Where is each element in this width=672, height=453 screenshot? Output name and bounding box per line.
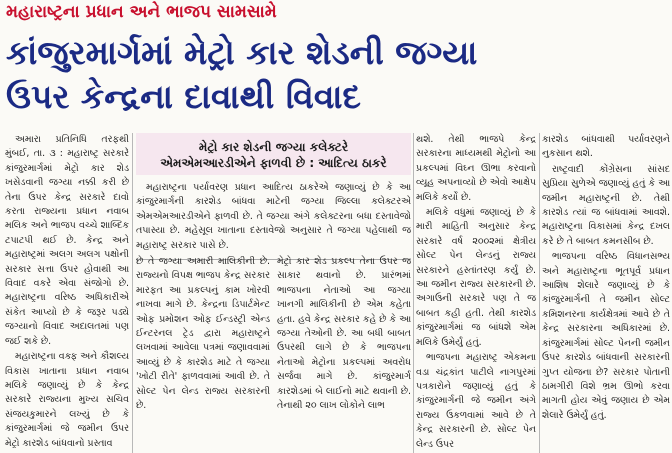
column-2: [136, 255, 270, 453]
column-1-paragraph-1: અમારા પ્રતિનિધિ તરફથી મુંબઈ, તા. ૩ : મહારાષ્ટ્ર સરકારે કાંજુરમાર્ગમાં મેટ્રો કાર શેડ ખસેડવાની જગ્યા નક્કી કરી છે તેના ઉપર કેન્દ્ર સરકારે દાવો કરતા રાજ્યના પ્રધાન નવાબ મલિક અને ભાજપ વચ્ચે શાબ્દિક ટપાટપી થઈ છે. કેન્દ્ર અને મહારાષ્ટ્રમાં અલગ અલગ પક્ષોની સરકાર સત્તા ઉપર હોવાથી આ વિવાદ વકરે એવા સંજોગો છે. મહારાષ્ટ્રના વરિષ્ઠ અધિકારીએ સંકેત આપ્યો છે કે જરૂર પડ્યે જગ્યાનો વિવાદ અદાલતમાં પણ જઈ શકે છે.: [5, 134, 129, 347]
middle-section: [136, 133, 411, 453]
subheadline-box: [136, 133, 411, 175]
intro-paragraph: [136, 175, 411, 260]
column-2-text: છે તે જગ્યા અમારી માલિકીની છે. રાજ્યનો વિપક્ષ ભાજપ કેન્દ્ર સરકાર મારફત આ પ્રકલ્પનું કામ ખોરવી નાખવા માગે છે. કેન્દ્રના ડિપાર્ટમેન્ટ ઓફ પ્રમોશન ઓફ ઈન્ડસ્ટ્રી એન્ડ ઈન્ટરનલ ટ્રેડ દ્વારા મહારાષ્ટ્રને લખવામાં આવેલા પત્રમાં જણાવવામાં આવ્યું છે કે કારશેડ માટે તે જગ્યા 'ખોટી રીતે' ફાળવવામાં આવી છે. તે સોલ્ટ પેન લેન્ડ રાજ્ય સરકારની છે.: [136, 256, 270, 412]
column-divider: [132, 133, 133, 453]
intro-text: મહારાષ્ટ્રના પર્યાવરણ પ્રધાન આદિત્ય ઠાકરેએ જણાવ્યું છે કે આ કાંજુરમાર્ગની કારશેડ બાંધવા માટેની જગ્યા જિલ્લા કલેક્ટરએ એમએમઆરડીએને ફાળવી છે. તે જગ્યા અંગે કલેક્ટરના બધા દસ્તાવેજો તપાસ્યા છે. મહેસૂલ ખાતાના દસ્તાવેજો અનુસાર તે જગ્યા પહેલાથી જ મહારાષ્ટ્ર સરકાર પાસે છે.: [136, 182, 411, 251]
column-3: [277, 255, 411, 453]
column-5-paragraph-3: ભાજપના વરિષ્ઠ વિધાનસભ્ય અને મહારાષ્ટ્રના ભૂતપૂર્વ પ્રધાન આશિષ શેલારે જણાવ્યું છે કે કાંજુરમાર્ગની તે જમીન સોલ્ટ કમિશનરના કાર્યક્ષેત્રમાં આવે છે તે કેન્દ્ર સરકારના અધિકારમાં છે. કાંજુરમાર્ગમાં સોલ્ટ પેનની જમીન ઉપર કારશેડ બાંધવાની સરકારની ગુપ્ત યોજના છે? સરકાર પોતાની ઠામગીરી વિશે ભ્રમ ઊભો કરવા માગતી હોય એવું જણાય છે એમ શેલારે ઉમેર્યું હતું.: [542, 251, 670, 421]
subheadline-line-1: મેટ્રો કાર શેડની જગ્યા કલેક્ટરે: [198, 140, 349, 154]
column-divider: [539, 133, 540, 453]
subheadline-line-2: એમએમઆરડીએને ફાળવી છે : આદિત્ય ઠાકરે: [160, 156, 387, 170]
column-5-paragraph-1: કારશેડ બાંધવાથી પર્યાવરણને નુકસાન થશે.: [542, 134, 670, 160]
column-5: [542, 133, 670, 453]
column-1: [5, 133, 129, 453]
column-3-text: મેટ્રો કાર શેડ પ્રકલ્પ તેના ઉપર જ સાકાર થવાનો છે. પ્રારંભમાં ભાજપના નેતાઓ આ જગ્યા ખાનગી માલિકીની છે એમ કહેતા હતા. હવે કેન્દ્ર સરકાર કહે છે કે આ જગ્યા તેઓની છે. આ બધી બાબત ઉપરથી લાગે છે કે ભાજપના નેતાઓ મેટ્રોના પ્રકલ્પમાં અવરોધ સર્જવા માગે છે. કાંજુરમાર્ગ કારશેડમાં બે લાઈનો માટે થવાની છે. તેનાથી ૨૦ લાખ લોકોને લાભ: [277, 256, 411, 412]
headline-line-2: ઉપર કેન્દ્રના દાવાથી વિવાદ: [6, 77, 361, 116]
column-4-paragraph-2: મલિકે વધુમાં જણાવ્યું છે કે મારી માહિતી અનુસાર કેન્દ્ર સરકારે વર્ષ ૨૦૦૨માં ક્ષેત્રીય સોલ્ટ પેન લેન્ડનું રાજ્ય સરકારને હસ્તાંતરણ કર્યું છે. આ જમીન રાજ્ય સરકારની છે. અગાઉની સરકારે પણ તે જ બાબત કહી હતી. તેથી કારશેડ કાંજુરમાર્ગમાં જ બાંધશે એમ મલિકે ઉમેર્યું હતું.: [416, 207, 536, 348]
headline-line-1: કાંજુરમાર્ગમાં મેટ્રો કાર શેડની જગ્યા: [6, 33, 478, 72]
middle-columns: [136, 255, 411, 453]
column-4: [416, 133, 536, 453]
column-1-paragraph-2: મહારાષ્ટ્રના વક્ફ અને કૌશલ્ય વિકાસ ખાતાના પ્રધાન નવાબ મલિકે જણાવ્યું છે કે કેન્દ્ર સરકારે રાજ્યના મુખ્ય સચિવ સંજયકુમારને લખ્યું છે કે કાંજુરમાર્ગમાં જે જમીન ઉપર મેટ્રો કારશેડ બાંધવાનો પ્રસ્તાવ: [5, 351, 129, 449]
column-divider: [413, 133, 414, 453]
column-5-paragraph-2: રાષ્ટ્રવાદી કોંગ્રેસના સાંસદ સુપ્રિયા સુળેએ જણાવ્યું હતું કે આ જમીન મહારાષ્ટ્રની છે. તેથી કારશેડ ત્યાં જ બાંધવામાં આવશે. મહારાષ્ટ્રના વિકાસમાં કેન્દ્ર દખલ કરે છે તે બાબત કમનસીબ છે.: [542, 163, 670, 247]
column-4-paragraph-1: થશે. તેથી ભાજપે કેન્દ્ર સરકારના માધ્યમથી મેટ્રોનો આ પ્રકલ્પમાં વિઘ્ન ઊભા કરવાનો વ્યૂહ અપનાવ્યો છે એવો આક્ષેપ મલિકે કર્યો છે.: [416, 134, 536, 203]
column-4-paragraph-3: ભાજપના મહારાષ્ટ્ર એકમના વડા ચંદ્રકાંત પાટીલે નાગપુરમાં પત્રકારોને જણાવ્યું હતું કે કાંજુરમાર્ગની જે જમીન અંગે રાજ્ય ઉકળવામાં આવે છે તે કેન્દ્ર સરકારની છે. સોલ્ટ પેન લેન્ડ ઉપર: [416, 352, 536, 450]
kicker: મહારાષ્ટ્રના પ્રધાન અને ભાજપ સામસામે: [6, 2, 277, 22]
